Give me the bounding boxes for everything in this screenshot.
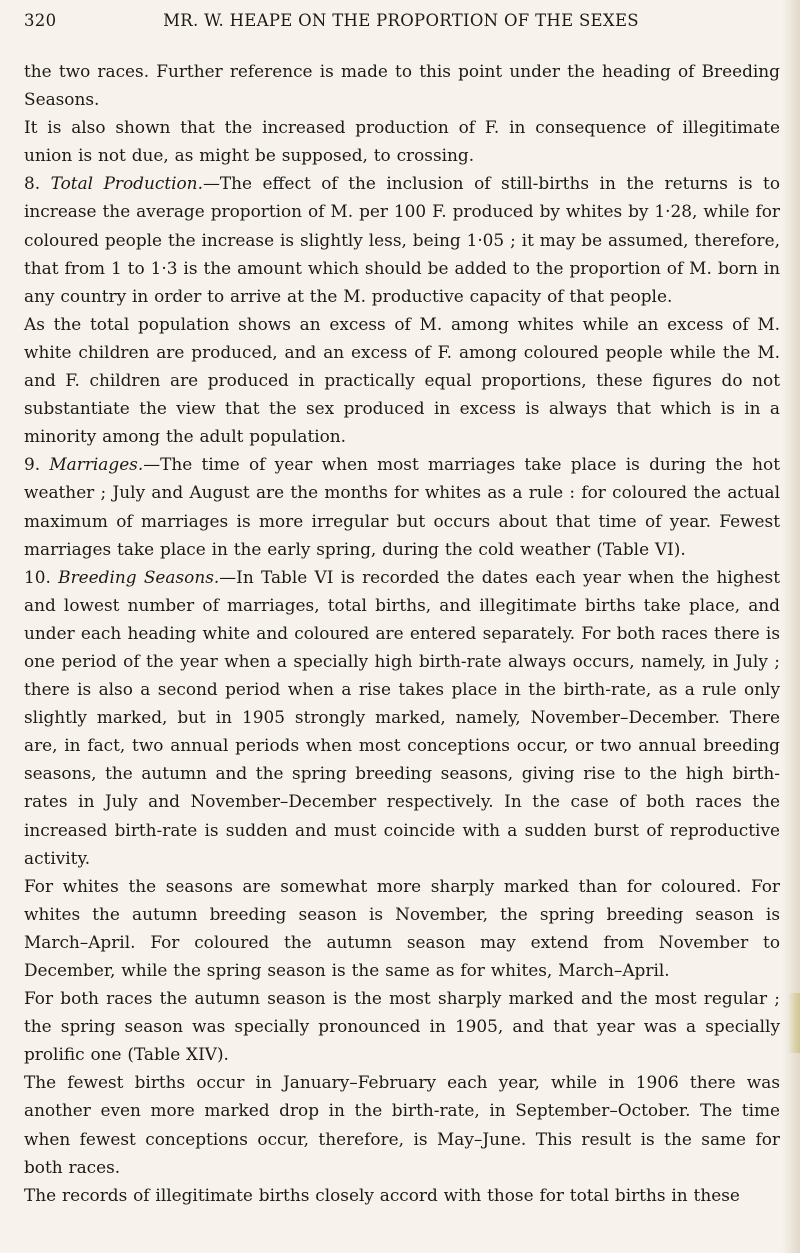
paragraph-text: The records of illegitimate births closely accord with those for total births in these: [24, 1184, 740, 1205]
section-heading-total-production: Total Production.: [50, 173, 203, 194]
paragraph-continuation: [24, 57, 780, 113]
section-heading-marriages: Marriages.: [49, 454, 144, 475]
section-number: 9.: [24, 454, 50, 475]
paragraph-fewest-births: [24, 1068, 780, 1180]
paragraph-population: [24, 310, 780, 450]
paragraph-whites-seasons: [24, 872, 780, 984]
paragraph-text: The fewest births occur in January–February each year, while in 1906 there was another even more marked drop in the birth-rate, in September–October. The time when fewest conceptions occur, therefore, is May–June. This result is the same for both races.: [24, 1072, 780, 1177]
paragraph-text: the two races. Further reference is made to this point under the heading of Breeding Seasons.: [24, 61, 780, 110]
paragraph-text: —In Table VI is recorded the dates each year when the highest and lowest number of marriages, total births, and illegitimate births take place, and under each heading white and coloured are entered separately. For both races there is one period of the year when a specially high birth-rate always occurs, namely, in July ; there is also a second period when a rise takes place in the birth-rate, as a rule only slightly marked, but in 1905 strongly marked, namely, November–December. There are, in fact, two annual periods when most conceptions occur, or two annual breeding seasons, the autumn and the spring breeding seasons, giving rise to the high birth-rates in July and November–December respectively. In the case of both races the increased birth-rate is sudden and must coincide with a sudden burst of reproductive activity.: [24, 566, 780, 868]
body-text: [24, 57, 780, 1209]
paragraph-text: As the total population shows an excess of M. among whites while an excess of M. white children are produced, and an excess of F. among coloured people while the M. and F. children are produced in practically equal proportions, these figures do not substantiate the view that the sex produced in excess is always that which is in a minority among the adult population.: [24, 313, 780, 447]
paragraph-illegitimate-births: [24, 1181, 780, 1209]
paragraph-text: —The time of year when most marriages take place is during the hot weather ; July and August are the months for whites as a rule : for coloured the actual maximum of marriages is more irregular but occurs about that time of year. Fewest marriages take place in the early spring, during the cold weather (Table VI).: [24, 454, 780, 559]
page-edge-stain: [788, 993, 800, 1053]
paragraph-total-production: [24, 169, 780, 309]
section-heading-breeding-seasons: Breeding Seasons.: [58, 566, 220, 587]
page-header: [24, 11, 778, 35]
section-number: 10.: [24, 566, 59, 587]
paragraph-marriages: [24, 450, 780, 562]
section-number: 8.: [24, 173, 51, 194]
paragraph-breeding-seasons: [24, 563, 780, 872]
paragraph-crossing: [24, 113, 780, 169]
paragraph-text: For both races the autumn season is the most sharply marked and the most regular ; the spring season was specially pronounced in 1905, and that year was a specially prolific one (Table XIV).: [24, 988, 780, 1065]
paragraph-text: For whites the seasons are somewhat more sharply marked than for coloured. For whites the autumn breeding season is November, the spring breeding season is March–April. For coloured the autumn season may extend from November to December, while the spring season is the same as for whites, March–April.: [24, 875, 780, 980]
page-number: 320: [24, 11, 57, 30]
paragraph-text: It is also shown that the increased production of F. in consequence of illegitimate union is not due, as might be supposed, to crossing.: [24, 117, 780, 166]
paragraph-text: —The effect of the inclusion of still-births in the returns is to increase the average proportion of M. per 100 F. produced by whites by 1·28, while for coloured people the increase is slightly less, being 1·05 ; it may be assumed, therefore, that from 1 to 1·3 is the amount which should be added to the proportion of M. born in any country in order to arrive at the M. productive capacity of that people.: [24, 173, 780, 306]
running-title: MR. W. HEAPE ON THE PROPORTION OF THE SEXES: [163, 11, 639, 30]
page-edge-shadow: [782, 0, 800, 1253]
paragraph-autumn-season: [24, 984, 780, 1068]
